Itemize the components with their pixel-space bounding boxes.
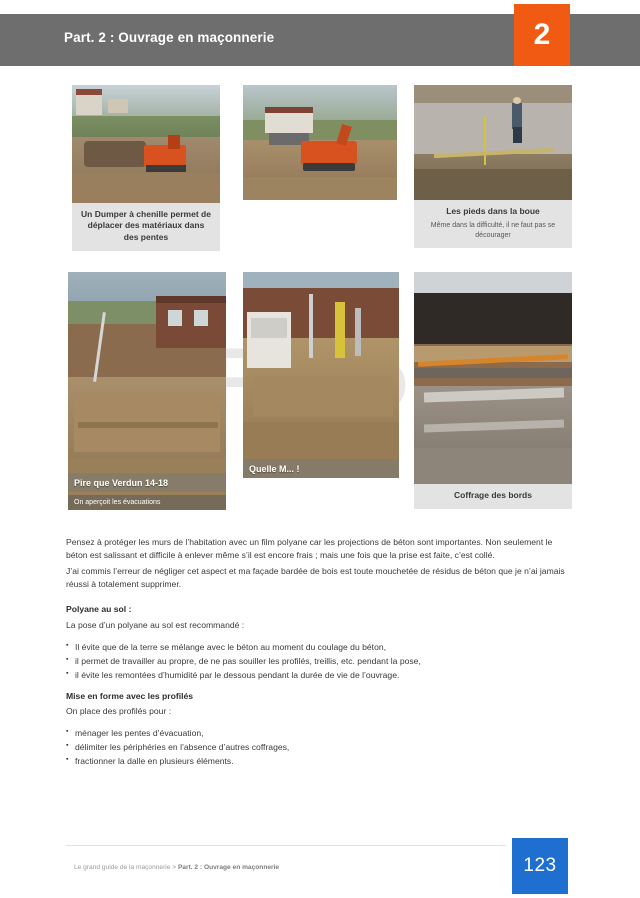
photo-scene <box>414 85 572 200</box>
caption-subtitle: Même dans la difficulté, il ne faut pas se décourager <box>430 222 556 239</box>
bullet-list-polyane <box>66 641 574 683</box>
figure-quelle-m-photo <box>243 272 399 478</box>
section-intro-profiles: On place des profilés pour : <box>66 705 172 716</box>
list-item: ▪ délimiter les périphéries en l’absence d’autres coffrages, <box>66 741 574 755</box>
photo-scene <box>243 85 397 200</box>
breadcrumb <box>74 864 279 871</box>
caption-title: Un Dumper à chenille permet de déplacer des matériaux dans des pentes <box>81 209 211 242</box>
figure-engin-terrain-photo <box>243 85 397 200</box>
page-number: 123 <box>523 855 557 876</box>
caption-title: Les pieds dans la boue <box>446 206 540 216</box>
figure-verdun-caption-overlay <box>68 473 226 492</box>
figure-pieds-boue-photo <box>414 85 572 200</box>
section-title-polyane: Polyane au sol : <box>66 604 132 615</box>
figure-dumper <box>72 85 220 251</box>
caption-subtitle: On aperçoit les évacuations <box>74 498 161 506</box>
list-item: ▪ ménager les pentes d’évacuation, <box>66 727 574 741</box>
photo-scene <box>414 272 572 484</box>
figure-pieds-boue-caption <box>414 200 572 248</box>
section-title-profiles: Mise en forme avec les profilés <box>66 690 194 701</box>
list-item: ▪ il évite les remontées d’humidité par le dessous pendant la durée de vie de l’ouvrage. <box>66 669 574 683</box>
paragraph-protection: Pensez à protéger les murs de l’habitation avec un film polyane car les projections de béton sont importantes. Non seulement le béton est salissant et difficile à enlever même s’il est encore frais ; mais une fois que la prise est faite, c’est collé. <box>66 537 553 561</box>
caption-title: Quelle M... ! <box>249 463 300 474</box>
figure-quelle-m <box>243 272 399 478</box>
figure-quelle-m-caption-overlay <box>243 459 399 478</box>
photo-scene <box>72 85 220 203</box>
footer-divider <box>66 845 506 846</box>
body-copy <box>66 536 574 769</box>
list-item: ▪ fractionner la dalle en plusieurs éléments. <box>66 755 574 769</box>
chapter-number: 2 <box>533 18 551 51</box>
bullet-list-profiles <box>66 727 574 769</box>
figure-dumper-photo <box>72 85 220 203</box>
paragraph-erreur: J’ai commis l’erreur de négliger cet aspect et ma façade bardée de bois est toute mouchetée de résidus de béton que je n’ai jamais réussi à totalement supprimer. <box>66 565 565 589</box>
figure-coffrage-photo <box>414 272 572 484</box>
figure-verdun-subcaption-overlay <box>68 495 226 510</box>
figure-coffrage-caption <box>414 484 572 509</box>
breadcrumb-current: Part. 2 : Ouvrage en maçonnerie <box>177 864 280 871</box>
figure-coffrage <box>414 272 572 509</box>
figure-verdun-photo <box>68 272 226 510</box>
page-title: Part. 2 : Ouvrage en maçonnerie <box>64 30 275 45</box>
list-item: ▪ il permet de travailler au propre, de ne pas souiller les profilés, treillis, etc. pendant la pose, <box>66 655 574 669</box>
figure-pieds-boue <box>414 85 572 248</box>
figure-verdun <box>68 272 226 510</box>
list-item: ▪ Il évite que de la terre se mélange avec le béton au moment du coulage du béton, <box>66 641 574 655</box>
figure-engin-terrain <box>243 85 397 200</box>
photo-scene <box>243 272 399 478</box>
caption-title: Pire que Verdun 14-18 <box>74 477 169 488</box>
figure-dumper-caption <box>72 203 220 251</box>
chapter-badge <box>514 4 570 66</box>
breadcrumb-prefix: Le grand guide de la maçonnerie > <box>74 864 178 871</box>
page-number-badge <box>512 838 568 894</box>
section-intro-polyane: La pose d’un polyane au sol est recommandé : <box>66 619 245 630</box>
caption-title: Coffrage des bords <box>454 490 532 500</box>
